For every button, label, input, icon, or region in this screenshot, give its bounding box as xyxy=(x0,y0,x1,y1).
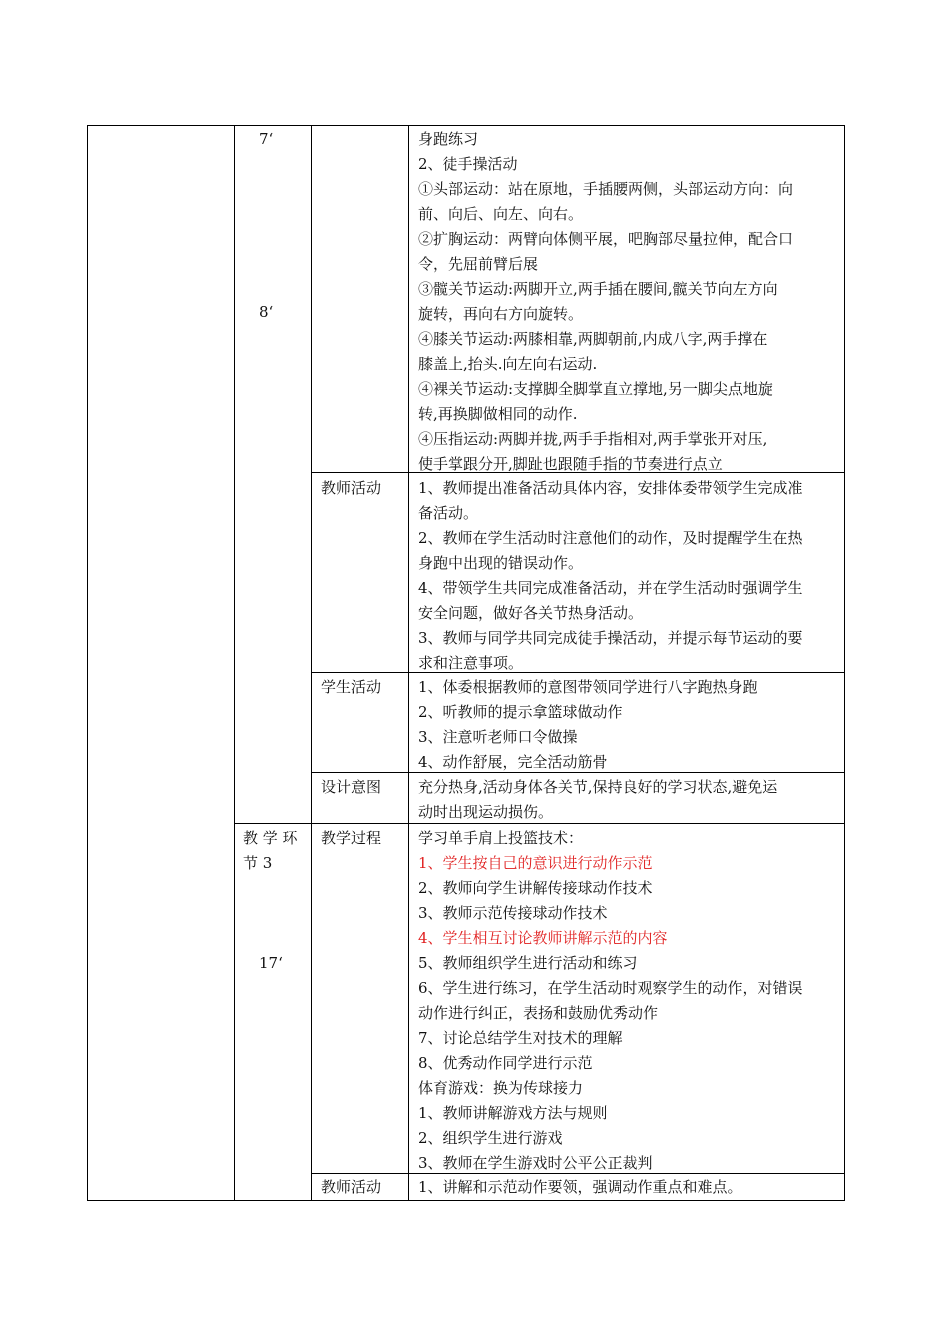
cell-line: 7、讨论总结学生对技术的理解 xyxy=(418,1029,623,1047)
table-border-top xyxy=(87,125,845,126)
cell-line: ④膝关节运动:两膝相靠,两脚朝前,内成八字,两手撑在 xyxy=(418,330,768,348)
cell-design-intent xyxy=(418,775,777,825)
time-mark-17: 17‘ xyxy=(259,954,283,972)
segment-label-line2: 节 3 xyxy=(243,854,273,872)
cell-line: 备活动。 xyxy=(418,504,479,522)
cell-teacher-activity-1 xyxy=(418,476,803,676)
cell-line: 2、教师在学生活动时注意他们的动作，及时提醒学生在热 xyxy=(418,529,803,547)
cell-line: 4、带领学生共同完成准备活动，并在学生活动时强调学生 xyxy=(418,579,803,597)
label-teaching-process: 教学过程 xyxy=(321,829,382,847)
cell-line: 2、徒手操活动 xyxy=(418,155,518,173)
cell-line: 旋转，再向右方向旋转。 xyxy=(418,305,584,323)
cell-line: 3、教师在学生游戏时公平公正裁判 xyxy=(418,1154,653,1172)
cell-line: 安全问题，做好各关节热身活动。 xyxy=(418,604,644,622)
cell-line: 身跑练习 xyxy=(418,130,479,148)
cell-line: 3、教师示范传接球动作技术 xyxy=(418,904,608,922)
cell-line: 1、讲解和示范动作要领，强调动作重点和难点。 xyxy=(418,1178,743,1196)
cell-line: 学习单手肩上投篮技术： xyxy=(418,829,584,847)
time-mark-8: 8‘ xyxy=(259,303,274,321)
cell-line: 1、教师提出准备活动具体内容，安排体委带领学生完成准 xyxy=(418,479,803,497)
cell-line: 前、向后、向左、向右。 xyxy=(418,205,584,223)
segment-label-line1: 教 学 环 xyxy=(243,829,298,847)
cell-line: 6、学生进行练习，在学生活动时观察学生的动作，对错误 xyxy=(418,979,803,997)
cell-line: 3、注意听老师口令做操 xyxy=(418,728,578,746)
cell-line: ②扩胸运动：两臂向体侧平展，吧胸部尽量拉伸，配合口 xyxy=(418,230,794,248)
label-design-intent: 设计意图 xyxy=(321,778,382,796)
cell-student-activity xyxy=(418,675,758,775)
cell-line: 1、学生按自己的意识进行动作示范 xyxy=(418,854,653,872)
cell-teacher-activity-2 xyxy=(418,1175,743,1200)
cell-line: 膝盖上,抬头.向左向右运动. xyxy=(418,355,598,373)
cell-line: ④压指运动:两脚并拢,两手手指相对,两手掌张开对压, xyxy=(418,430,768,448)
cell-line: 4、学生相互讨论教师讲解示范的内容 xyxy=(418,929,668,947)
cell-line: 1、教师讲解游戏方法与规则 xyxy=(418,1104,608,1122)
table-border-right xyxy=(844,125,845,1201)
cell-line: 2、听教师的提示拿篮球做动作 xyxy=(418,703,623,721)
cell-line: 5、教师组织学生进行活动和练习 xyxy=(418,954,638,972)
table-col-divider-2 xyxy=(311,125,312,1201)
cell-line: 2、组织学生进行游戏 xyxy=(418,1129,563,1147)
time-mark-7: 7‘ xyxy=(259,130,274,148)
cell-teaching-process xyxy=(418,826,803,1176)
cell-line: ③髋关节运动:两脚开立,两手插在腰间,髋关节向左方向 xyxy=(418,280,778,298)
label-teacher-activity-1: 教师活动 xyxy=(321,479,382,497)
table-border-left xyxy=(87,125,88,1201)
cell-line: 使手掌跟分开,脚趾也跟随手指的节奏进行点立 xyxy=(418,455,723,473)
table-border-bottom xyxy=(87,1200,845,1201)
cell-warmup-content xyxy=(418,127,793,477)
cell-line: 求和注意事项。 xyxy=(418,654,524,672)
cell-line: ④裸关节运动:支撑脚全脚掌直立撑地,另一脚尖点地旋 xyxy=(418,380,773,398)
cell-line: 身跑中出现的错误动作。 xyxy=(418,554,584,572)
cell-line: 动时出现运动损伤。 xyxy=(418,803,554,821)
cell-line: 1、体委根据教师的意图带领同学进行八字跑热身跑 xyxy=(418,678,758,696)
table-col-divider-1 xyxy=(234,125,235,1201)
label-student-activity: 学生活动 xyxy=(321,678,382,696)
cell-line: 充分热身,活动身体各关节,保持良好的学习状态,避免运 xyxy=(418,778,778,796)
cell-line: 8、优秀动作同学进行示范 xyxy=(418,1054,593,1072)
cell-line: 3、教师与同学共同完成徒手操活动，并提示每节运动的要 xyxy=(418,629,803,647)
cell-line: 4、动作舒展，完全活动筋骨 xyxy=(418,753,608,771)
cell-line: 转,再换脚做相同的动作. xyxy=(418,405,578,423)
cell-line: 令，先屈前臂后展 xyxy=(418,255,539,273)
cell-line: 动作进行纠正，表扬和鼓励优秀动作 xyxy=(418,1004,659,1022)
cell-line: 2、教师向学生讲解传接球动作技术 xyxy=(418,879,653,897)
table-col-divider-3 xyxy=(408,125,409,1201)
cell-line: ①头部运动：站在原地，手插腰两侧，头部运动方向：向 xyxy=(418,180,794,198)
cell-line: 体育游戏：换为传球接力 xyxy=(418,1079,584,1097)
label-teacher-activity-2: 教师活动 xyxy=(321,1178,382,1196)
